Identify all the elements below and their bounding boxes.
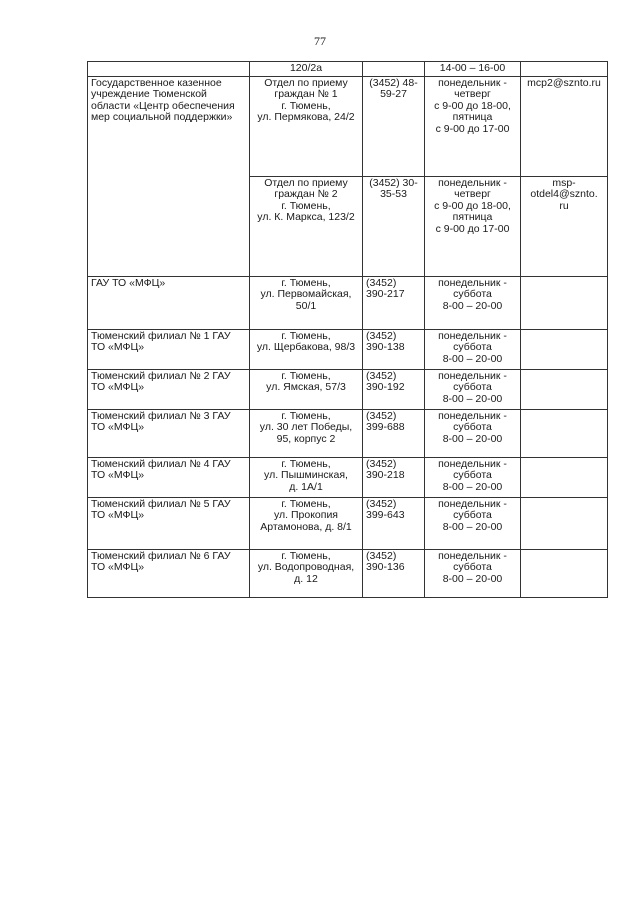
cell-line: 8-00 – 20-00 [442,299,503,312]
cell-line: 8-00 – 20-00 [442,392,503,405]
cell-address [250,329,363,369]
cell-line: понедельник - [438,276,507,289]
cell-line: понедельник - [438,409,507,422]
cell-line: понедельник - [438,76,507,89]
cell-line: 8-00 – 20-00 [442,480,503,493]
cell-line: г. Тюмень, [281,497,331,510]
cell-address [250,176,363,276]
cell-phone [363,329,425,369]
cell-email [521,62,608,77]
cell-line: понедельник - [438,176,507,189]
cell-hours [425,549,521,597]
cell-line: суббота [453,288,492,300]
cell-line: (3452) [366,457,397,470]
cell-line: 8-00 – 20-00 [442,432,503,445]
cell-line: ГАУ ТО «МФЦ» [91,276,166,289]
cell-org [88,329,250,369]
cell-line: с 9-00 до 18-00, [434,199,511,212]
cell-line: otdel4@sznto. [530,188,598,200]
cell-line: Отдел по приему [264,176,348,189]
cell-line: (3452) [366,549,397,562]
cell-line: г. Тюмень, [281,549,331,562]
cell-line: д. 12 [294,572,318,585]
cell-phone [363,497,425,549]
cell-hours [425,497,521,549]
cell-line: пятница [452,111,493,123]
services-table [87,61,608,598]
cell-line: ул. Водопроводная, [257,561,355,573]
cell-line: г. Тюмень, [281,457,331,470]
cell-line: ул. Прокопия [274,509,338,521]
cell-address [250,76,363,176]
cell-hours [425,76,521,176]
cell-address [250,409,363,457]
cell-line: 35-53 [380,188,407,200]
cell-phone [363,369,425,409]
cell-line: ул. К. Маркса, 123/2 [257,211,355,223]
cell-email [521,329,608,369]
cell-line: (3452) [366,497,397,510]
cell-line: mcp2@sznto.ru [527,76,601,89]
cell-line: 399-643 [366,509,405,521]
cell-line: с 9-00 до 17-00 [435,222,510,235]
table-row [88,369,608,409]
table-row [88,497,608,549]
cell-line: ул. Пермякова, 24/2 [257,111,355,123]
cell-phone [363,276,425,329]
cell-org [88,276,250,329]
cell-line: ТО «МФЦ» [91,421,145,433]
cell-line: msp- [552,176,576,189]
page-number: 77 [314,34,326,48]
cell-address [250,276,363,329]
cell-hours [425,329,521,369]
cell-email [521,276,608,329]
cell-hours: 14-00 – 16-00 [425,62,521,77]
cell-address: 120/2а [250,62,363,77]
cell-line: ул. Щербакова, 98/3 [256,341,356,353]
cell-phone [363,409,425,457]
cell-phone [363,62,425,77]
cell-org [88,76,250,276]
cell-hours [425,409,521,457]
cell-line: с 9-00 до 17-00 [435,122,510,135]
cell-line: Отдел по приему [264,76,348,89]
cell-phone [363,457,425,497]
cell-hours [425,276,521,329]
cell-org [88,369,250,409]
cell-line: ТО «МФЦ» [91,469,145,481]
cell-org [88,62,250,77]
cell-line: с 9-00 до 18-00, [434,99,511,112]
table-body [88,62,608,598]
cell-line: 390-192 [366,381,405,393]
cell-line: (3452) [366,369,397,382]
cell-line: г. Тюмень, [281,329,331,342]
cell-line: 390-136 [366,561,405,573]
cell-line: г. Тюмень, [281,199,331,212]
cell-line: Тюменский филиал № 1 ГАУ [91,329,231,342]
cell-line: Тюменский филиал № 3 ГАУ [91,409,231,422]
cell-line: мер социальной поддержки» [91,111,233,123]
cell-line: области «Центр обеспечения [91,99,235,112]
cell-line: суббота [453,509,492,521]
cell-line: граждан № 2 [274,188,338,200]
cell-line: ул. Первомайская, [260,288,352,300]
cell-line: ТО «МФЦ» [91,341,145,353]
cell-line: ул. Пышминская, [264,469,348,481]
cell-address [250,369,363,409]
table-row [88,549,608,597]
cell-address [250,457,363,497]
table-row [88,276,608,329]
cell-line: г. Тюмень, [281,409,331,422]
cell-line: г. Тюмень, [281,369,331,382]
table-row [88,409,608,457]
cell-line: 390-138 [366,341,405,353]
cell-email [521,549,608,597]
cell-line: 59-27 [380,88,407,100]
header-continuation-row [88,62,608,77]
cell-line: суббота [453,421,492,433]
cell-line: учреждение Тюменской [91,88,207,100]
table-row [88,329,608,369]
cell-line: Тюменский филиал № 6 ГАУ [91,549,231,562]
cell-line: суббота [453,341,492,353]
table-row [88,457,608,497]
cell-phone [363,76,425,176]
cell-line: 8-00 – 20-00 [442,572,503,585]
cell-line: (3452) [366,276,397,289]
cell-line: понедельник - [438,369,507,382]
cell-line: ru [559,199,569,212]
cell-address [250,549,363,597]
cell-phone [363,176,425,276]
cell-org [88,497,250,549]
cell-line: суббота [453,381,492,393]
cell-email [521,176,608,276]
cell-line: граждан № 1 [274,88,338,100]
cell-line: ТО «МФЦ» [91,509,145,521]
cell-line: Тюменский филиал № 5 ГАУ [91,497,231,510]
cell-line: 390-218 [366,469,405,481]
cell-line: 95, корпус 2 [276,432,336,445]
cell-line: Тюменский филиал № 4 ГАУ [91,457,231,470]
cell-email [521,76,608,176]
table-row [88,76,608,176]
cell-line: суббота [453,561,492,573]
cell-org [88,409,250,457]
cell-line: 8-00 – 20-00 [442,352,503,365]
cell-org [88,549,250,597]
cell-line: ТО «МФЦ» [91,561,145,573]
cell-email [521,497,608,549]
cell-line: (3452) 30- [369,176,418,189]
cell-hours [425,176,521,276]
cell-line: д. 1А/1 [289,480,323,493]
cell-line: Государственное казенное [91,76,222,89]
cell-hours [425,369,521,409]
cell-line: пятница [452,211,493,223]
cell-line: 50/1 [295,299,317,312]
cell-line: четверг [454,88,491,100]
cell-org [88,457,250,497]
cell-line: ул. Ямская, 57/3 [266,381,346,393]
cell-line: (3452) [366,409,397,422]
cell-line: г. Тюмень, [281,99,331,112]
cell-line: ТО «МФЦ» [91,381,145,393]
cell-line: ул. 30 лет Победы, [259,421,353,433]
cell-line: 390-217 [366,288,405,300]
cell-line: (3452) [366,329,397,342]
cell-email [521,409,608,457]
cell-line: четверг [454,188,491,200]
cell-line: понедельник - [438,549,507,562]
cell-email [521,369,608,409]
cell-hours [425,457,521,497]
cell-line: понедельник - [438,497,507,510]
cell-line: понедельник - [438,329,507,342]
cell-line: Артамонова, д. 8/1 [260,520,352,533]
cell-line: 399-688 [366,421,405,433]
cell-line: (3452) 48- [369,76,418,89]
cell-line: понедельник - [438,457,507,470]
cell-line: Тюменский филиал № 2 ГАУ [91,369,231,382]
cell-line: 8-00 – 20-00 [442,520,503,533]
cell-email [521,457,608,497]
cell-line: суббота [453,469,492,481]
cell-line: г. Тюмень, [281,276,331,289]
cell-phone [363,549,425,597]
cell-address [250,497,363,549]
